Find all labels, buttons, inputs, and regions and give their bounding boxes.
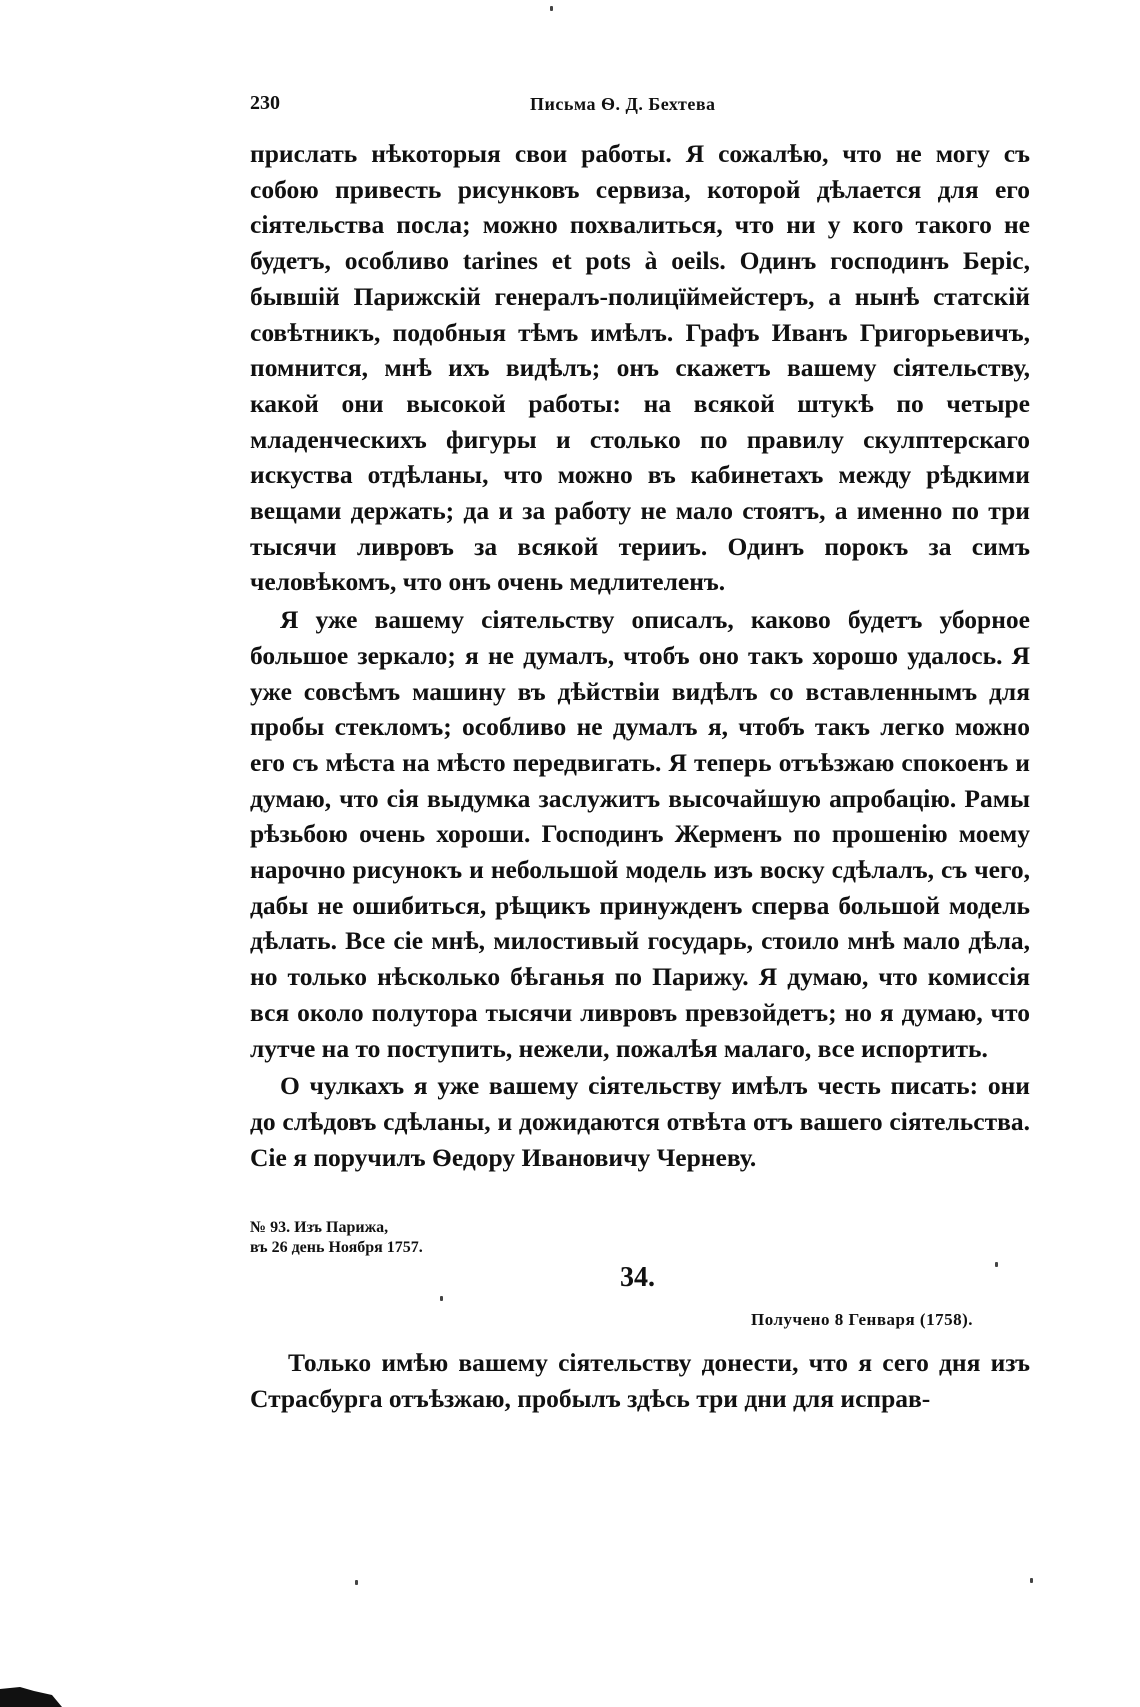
dateline-place: № 93. Изъ Парижа, <box>250 1219 389 1236</box>
scan-speck <box>355 1580 358 1585</box>
scan-smudge <box>0 1683 62 1707</box>
page-header <box>250 92 1040 118</box>
scan-speck <box>1030 1578 1033 1583</box>
letter-number: 34. <box>620 1262 655 1293</box>
letter-34-body <box>250 1345 1030 1416</box>
paragraph: Только имѣю вашему сіятельству донести, что я сего дня изъ Страсбурга отъѣзжаю, пробылъ здѣсь три дни для исправ- <box>250 1348 1030 1413</box>
page-number: 230 <box>250 92 280 114</box>
paragraph: Я уже вашему сіятельству описалъ, каково будетъ уборное большое зеркало; я не думалъ, чтобъ оно такъ хорошо удалось. Я уже совсѣмъ машину въ дѣйствіи видѣлъ со вставленнымъ для пробы стекломъ; особливо не думалъ я, чтобъ такъ легко можно его съ мѣста на мѣсто передвигать. Я теперь отъѣзжаю спокоенъ и думаю, что сія выдумка заслужитъ высочайшую апробацію. Рамы рѣзьбою очень хороши. Господинъ Жерменъ по прошенію моему нарочно рисунокъ и небольшой модель изъ воску сдѣлалъ, съ чего, дабы не ошибиться, рѣщикъ принужденъ сперва большой модель дѣлать. Все сіе мнѣ, милостивый государь, стоило мнѣ мало дѣла, но только нѣсколько бѣганья по Парижу. Я думаю, что комиссія вся около полутора тысячи ливровъ превзойдетъ; но я думаю, что лутче на то поступить, нежели, пожалѣя малаго, все испортить. <box>250 605 1030 1063</box>
paragraph: прислать нѣкоторыя свои работы. Я сожалѣю, что не могу съ собою привесть рисунковъ сервиза, которой дѣлается для его сіятельства посла; можно похвалиться, что ни у кого такого не будетъ, особливо tarines et pots à oeils. Одинъ господинъ Беріс, бывшій Парижскій генералъ-полицїймейстеръ, а нынѣ статскій совѣтникъ, подобныя тѣмъ имѣлъ. Графъ Иванъ Григорьевичъ, помнится, мнѣ ихъ видѣлъ; онъ скажетъ вашему сіятельству, какой они высокой работы: на всякой штукѣ по четыре младенческихъ фигуры и столько по правилу скулптерскаго искуства отдѣланы, что можно въ кабинетахъ между рѣдкими вещами держать; да и за работу не мало стоятъ, а именно по три тысячи ливровъ за всякой терииъ. Одинъ порокъ за симъ человѣкомъ, что онъ очень медлителенъ. <box>250 139 1030 597</box>
running-title: Письма Ѳ. Д. Бехтева <box>530 94 716 114</box>
dateline-date: въ 26 день Ноября 1757. <box>250 1239 423 1256</box>
scan-speck <box>440 1296 443 1301</box>
letter-33-body <box>250 136 1030 1175</box>
scan-speck <box>550 6 553 11</box>
received-note: Получено 8 Генваря (1758). <box>751 1310 973 1329</box>
scan-speck <box>995 1262 998 1267</box>
letter-dateline <box>250 1218 423 1258</box>
paragraph: О чулкахъ я уже вашему сіятельству имѣлъ честь писать: они до слѣдовъ сдѣланы, и дожидаются отвѣта отъ вашего сіятельства. Сіе я поручилъ Ѳедору Ивановичу Черневу. <box>250 1071 1030 1172</box>
